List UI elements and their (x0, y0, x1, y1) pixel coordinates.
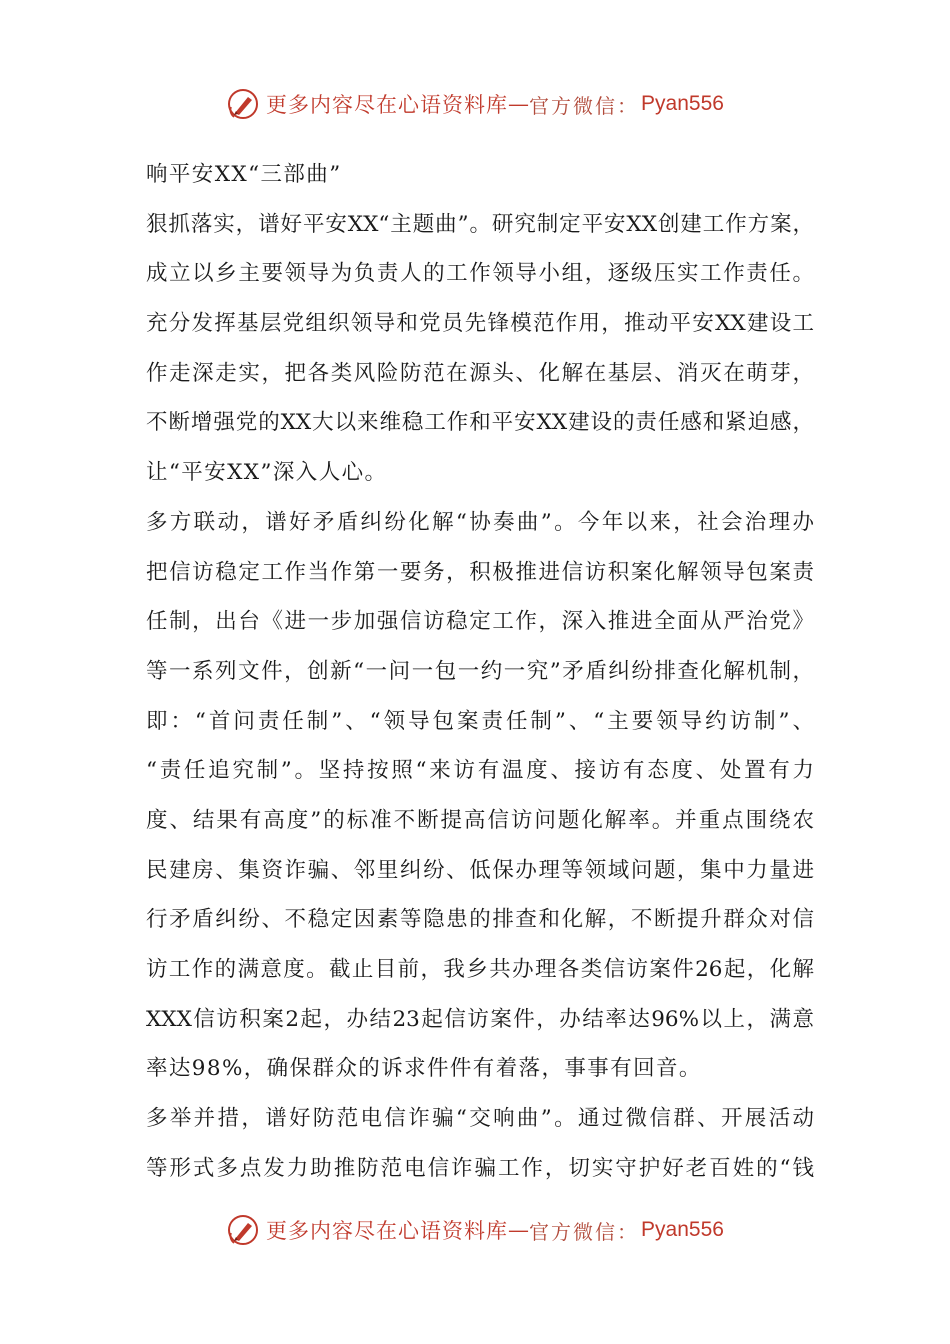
text-line: 任制，出台《进一步加强信访稳定工作，深入推进全面从严治党》 (146, 609, 814, 635)
text-line: 访工作的满意度。截止目前，我乡共办理各类信访案件26起，化解 (146, 957, 814, 982)
watermark-brand: 更多内容尽在心语资料库 (266, 1219, 509, 1243)
text-line: 行矛盾纠纷、不稳定因素等隐患的排查和化解，不断提升群众对信 (146, 907, 814, 933)
text-line: 度、结果有高度”的标准不断提高信访问题化解率。并重点围绕农 (146, 807, 814, 833)
watermark-dash: — (508, 92, 530, 116)
watermark-dash: — (508, 1218, 530, 1242)
text-line: 响平安XX“三部曲” (146, 162, 342, 187)
pen-logo-icon (226, 1213, 260, 1247)
watermark-brand: 更多内容尽在心语资料库 (266, 93, 509, 117)
text-line: 狠抓落实，谱好平安XX“主题曲”。研究制定平安XX创建工作方案， (146, 211, 814, 237)
text-line: XXX信访积案2起，办结23起信访案件，办结率达96%以上，满意 (146, 1006, 814, 1032)
text-line: 让“平安XX”深入人心。 (146, 460, 388, 486)
text-line: 等一系列文件，创新“一问一包一约一究”矛盾纠纷排查化解机制， (146, 658, 814, 684)
pen-logo-icon (226, 87, 260, 121)
text-line: 多方联动，谱好矛盾纠纷化解“协奏曲”。今年以来，社会治理办 (146, 509, 814, 535)
text-line: 作走深走实，把各类风险防范在源头、化解在基层、消灭在萌芽， (146, 360, 814, 386)
watermark-wechat-id: Pyan556 (641, 92, 724, 115)
text-line: 率达98%，确保群众的诉求件件有着落，事事有回音。 (146, 1056, 702, 1082)
document-body (146, 150, 814, 1193)
text-line: 充分发挥基层党组织领导和党员先锋模范作用，推动平安XX建设工 (146, 311, 814, 337)
watermark-footer (0, 1210, 950, 1250)
watermark-official: 官方微信： (529, 1219, 640, 1244)
watermark-wechat-id: Pyan556 (641, 1218, 724, 1241)
watermark-official: 官方微信： (529, 93, 640, 118)
text-line: 成立以乡主要领导为负责人的工作领导小组，逐级压实工作责任。 (146, 261, 814, 287)
text-line: 多举并措，谱好防范电信诈骗“交响曲”。通过微信群、开展活动 (146, 1106, 814, 1132)
watermark-header (0, 84, 950, 124)
text-line: 等形式多点发力助推防范电信诈骗工作，切实守护好老百姓的“钱 (146, 1155, 814, 1181)
text-line: “责任追究制”。坚持按照“来访有温度、接访有态度、处置有力 (146, 758, 814, 784)
text-line: 不断增强党的XX大以来维稳工作和平安XX建设的责任感和紧迫感， (146, 410, 814, 436)
text-line: 即：“首问责任制”、“领导包案责任制”、“主要领导约访制”、 (146, 708, 814, 734)
text-line: 把信访稳定工作当作第一要务，积极推进信访积案化解领导包案责 (146, 559, 814, 585)
text-line: 民建房、集资诈骗、邻里纠纷、低保办理等领域问题，集中力量进 (146, 857, 814, 883)
